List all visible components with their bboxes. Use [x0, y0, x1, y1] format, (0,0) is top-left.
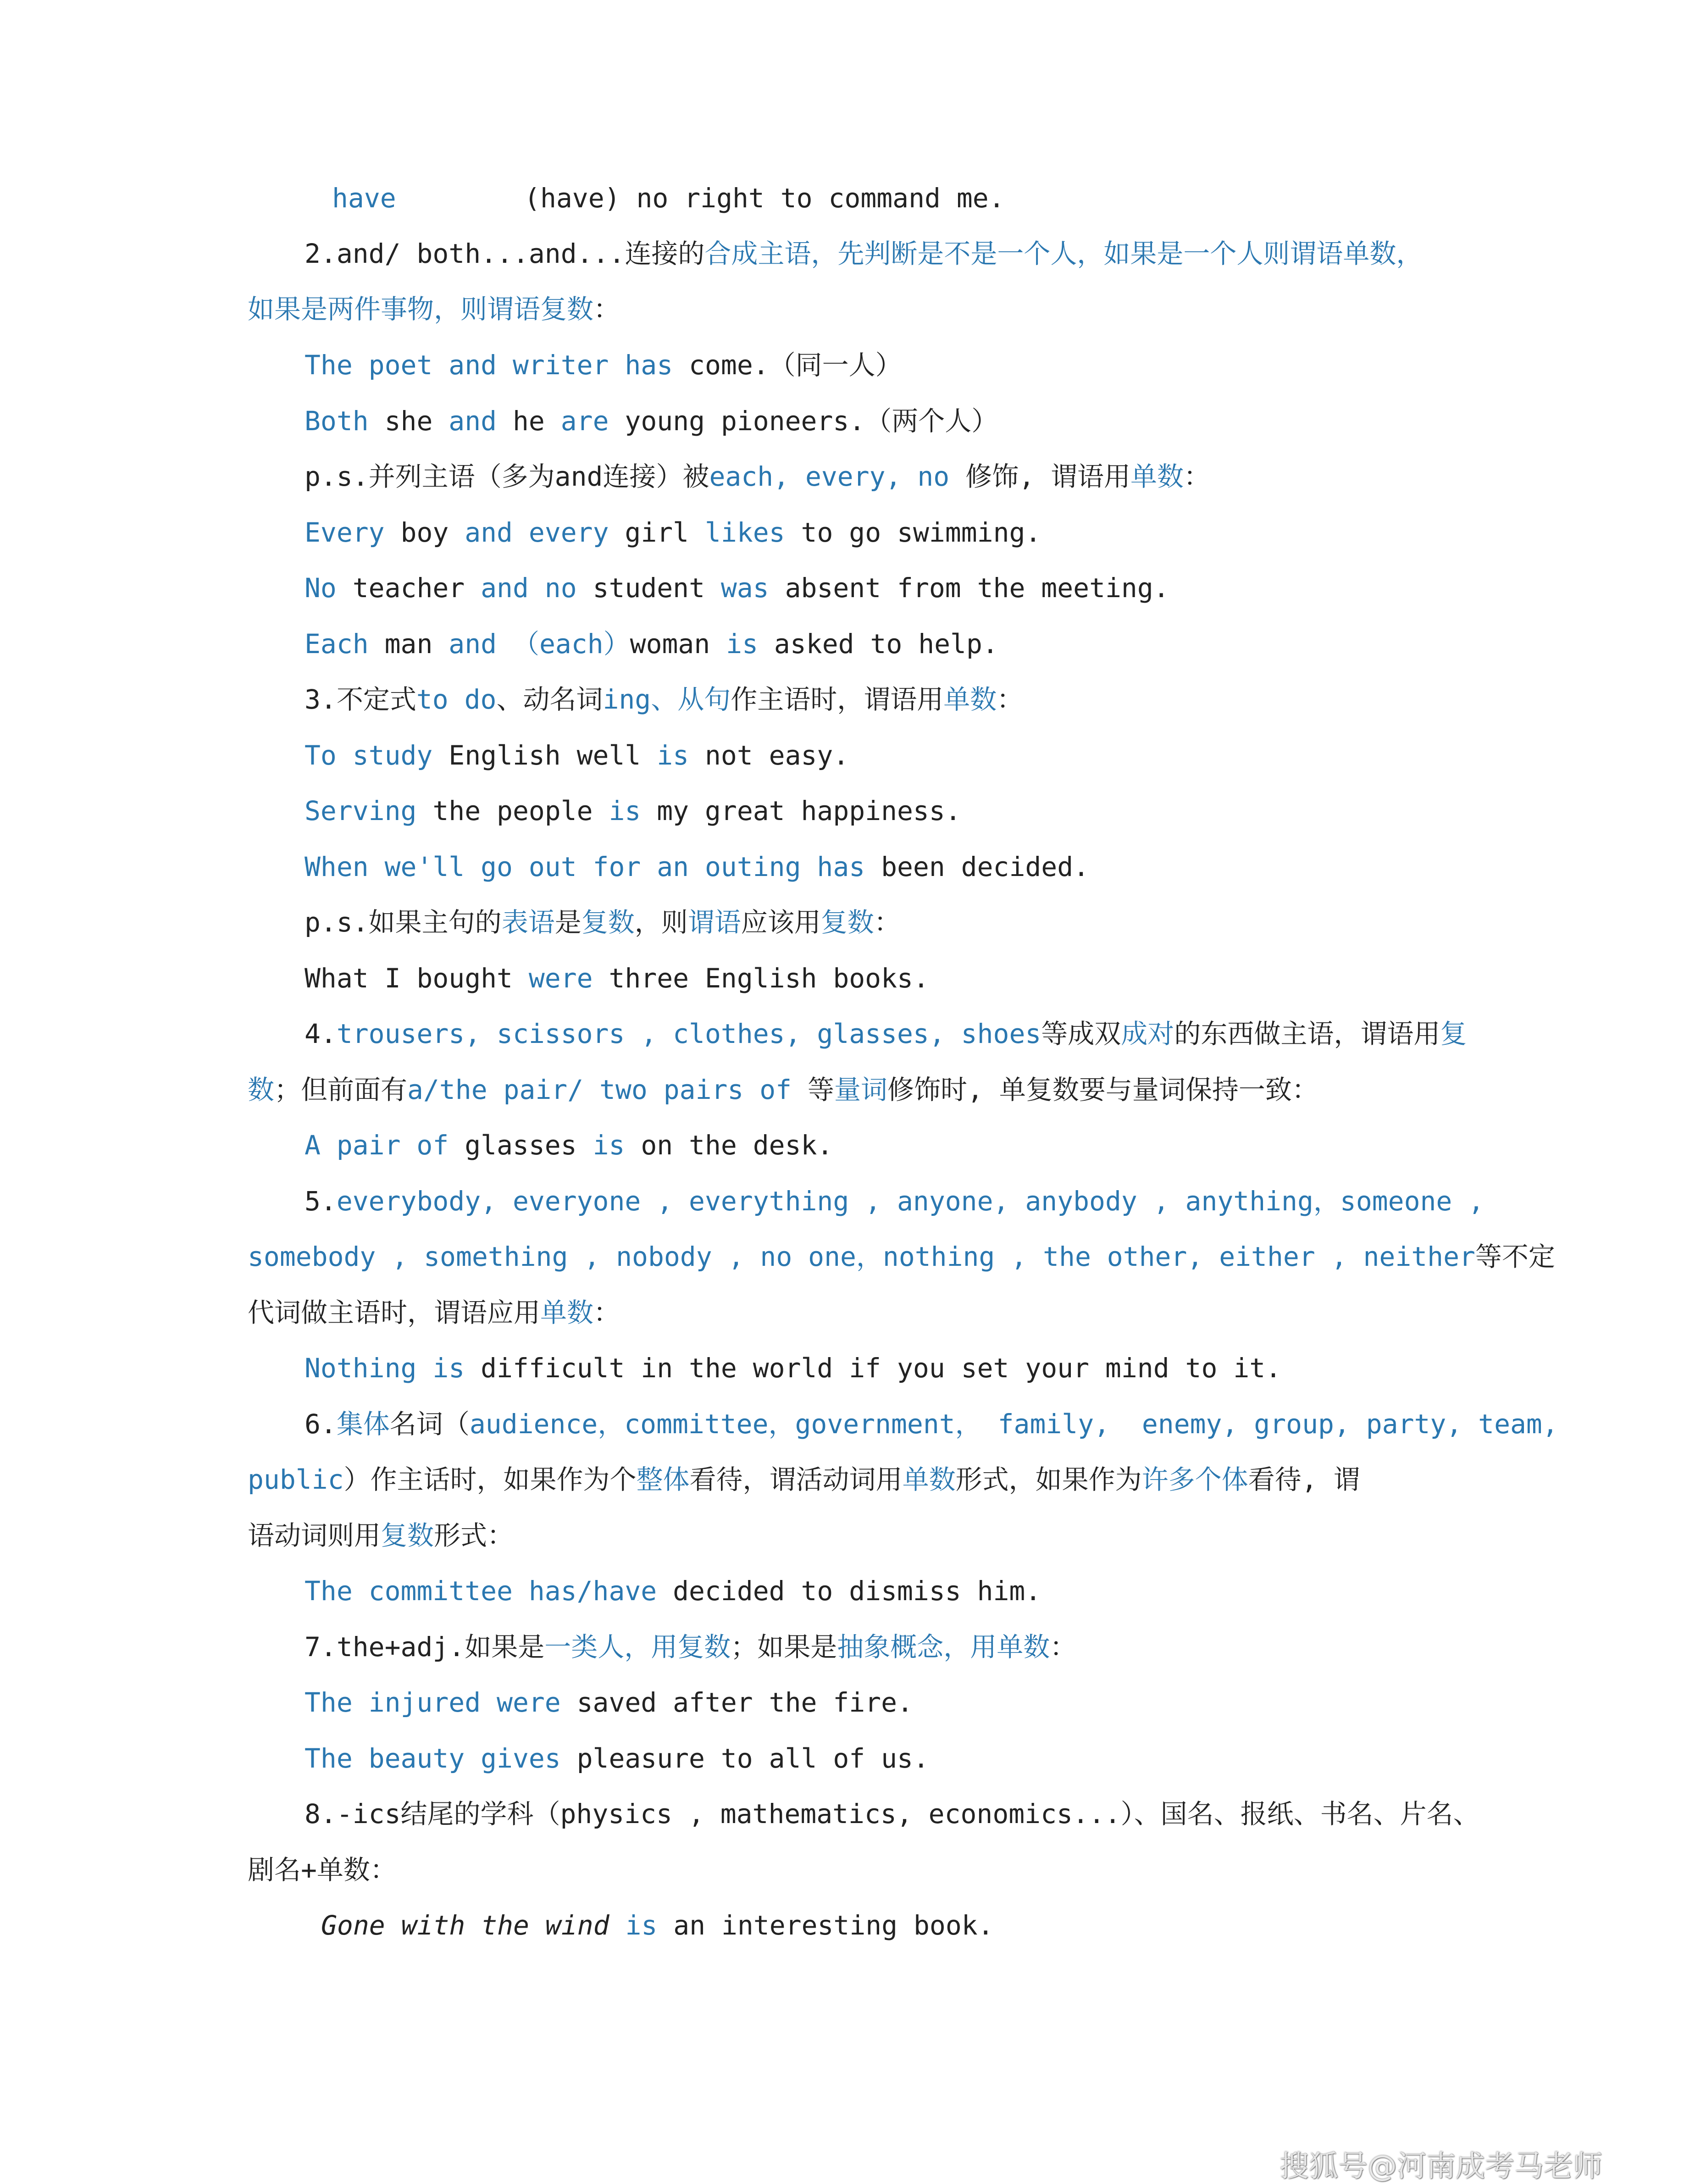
body-text: 形式，如果作为: [955, 1464, 1142, 1495]
highlight-text: are: [560, 405, 609, 437]
body-text: 、动名词: [496, 684, 603, 715]
body-text: 代词做主语时，谓语应用: [248, 1297, 541, 1328]
text-line: [248, 1461, 1360, 1498]
body-text: 4.: [305, 1018, 337, 1049]
highlight-text: The injured were: [305, 1687, 561, 1718]
body-text: saved after the fire.: [560, 1687, 913, 1718]
highlight-text: 集体: [336, 1408, 390, 1440]
body-text: on the desk.: [625, 1130, 833, 1161]
text-line: [305, 347, 902, 383]
highlight-text: is: [726, 628, 759, 660]
highlight-text: is: [609, 795, 641, 826]
body-text: asked to help.: [758, 628, 998, 660]
highlight-text: 复数: [820, 907, 874, 938]
body-text: ；但前面有: [274, 1074, 408, 1105]
highlight-text: 单数: [943, 684, 997, 715]
body-text: student: [576, 572, 721, 604]
body-text: p.s.并列主语（多为and连接）被: [305, 461, 709, 492]
highlight-text: Both: [305, 405, 369, 437]
highlight-text: The committee has/have: [305, 1575, 657, 1607]
highlight-text: 成对: [1121, 1018, 1174, 1049]
body-text: ）作主话时，如果作为个: [343, 1464, 637, 1495]
text-line: [305, 1350, 1281, 1386]
body-text: ；如果是: [731, 1631, 837, 1663]
text-line: [305, 1629, 1076, 1665]
body-text: 等不定: [1475, 1241, 1555, 1272]
highlight-text: 量词: [834, 1074, 888, 1105]
text-line: [305, 1127, 833, 1164]
text-line: [305, 403, 998, 439]
body-text: difficult in the world if you set your mind to it.: [465, 1353, 1282, 1384]
body-text: 的东西做主语，谓语用: [1174, 1018, 1440, 1049]
highlight-text: 如果是两件事物，则谓语复数: [248, 294, 594, 325]
body-text: three English books.: [593, 963, 929, 994]
body-text: 语动词则用: [248, 1520, 381, 1551]
highlight-text: everybody, everyone , everything , anyone, anybody , anything，someone ,: [336, 1186, 1485, 1217]
highlight-text: To study: [305, 740, 433, 771]
body-text: 作主语时，谓语用: [731, 684, 944, 715]
highlight-text: 单数: [540, 1297, 594, 1328]
body-text: 名词（: [389, 1408, 470, 1440]
text-line: [305, 458, 1210, 495]
watermark: 搜狐号@河南成考马老师: [1280, 2150, 1602, 2184]
highlight-text: somebody , something , nobody , no one，nothing , the other, either , neither: [248, 1241, 1475, 1272]
body-text: 等成双: [1041, 1018, 1121, 1049]
highlight-text: ing、从句: [603, 684, 731, 715]
body-text: young pioneers.（两个人）: [609, 405, 998, 437]
highlight-text: 许多个体: [1141, 1464, 1248, 1495]
body-text: my great happiness.: [641, 795, 961, 826]
body-text: 8.-ics结尾的学科（physics , mathematics, economics...）、国名、报纸、书名、片名、: [305, 1798, 1480, 1829]
body-text: 应该用: [741, 907, 821, 938]
highlight-text: Serving: [305, 795, 417, 826]
highlight-text: When we'll go out for an outing has: [305, 851, 865, 882]
body-text: boy: [384, 517, 465, 548]
highlight-text: The poet and writer has: [305, 349, 673, 381]
text-line: [305, 1015, 1467, 1052]
text-line: [305, 235, 1423, 272]
highlight-text: trousers, scissors , clothes, glasses, shoes: [336, 1018, 1041, 1049]
body-text: glasses: [449, 1130, 593, 1161]
highlight-text: audience，committee，government， family, enemy, group, party, team,: [469, 1408, 1558, 1440]
body-text: an interesting book.: [657, 1910, 994, 1941]
body-text: ：: [874, 907, 901, 938]
highlight-text: 表语: [501, 907, 555, 938]
body-text: she: [368, 405, 449, 437]
body-text: 5.: [305, 1186, 337, 1217]
highlight-text: 整体: [636, 1464, 690, 1495]
highlight-text: were: [528, 963, 593, 994]
body-text: ：: [593, 1297, 620, 1328]
body-text: to go swimming.: [785, 517, 1041, 548]
highlight-text: Each: [305, 628, 369, 660]
body-text: Gone with the wind: [321, 1910, 609, 1941]
body-text: man: [368, 628, 449, 660]
body-text: 等: [792, 1074, 835, 1105]
highlight-text: 复: [1440, 1018, 1467, 1049]
body-text: 6.: [305, 1408, 337, 1440]
body-text: ：: [1184, 461, 1211, 492]
body-text: 修饰时, 单复数要与量词保持一致：: [887, 1074, 1318, 1105]
highlight-text: 数: [248, 1074, 275, 1105]
body-text: not easy.: [689, 740, 849, 771]
highlight-text: and: [449, 405, 497, 437]
highlight-text: 抽象概念，用单数: [837, 1631, 1050, 1663]
text-line: [305, 626, 998, 662]
highlight-text: and every: [465, 517, 609, 548]
body-text: decided to dismiss him.: [657, 1575, 1041, 1607]
highlight-text: The beauty gives: [305, 1743, 561, 1774]
text-line: [305, 570, 1169, 606]
body-text: the people: [416, 795, 609, 826]
body-text: (have) no right to command me.: [396, 183, 1005, 214]
body-text: 2.and/ both...and...连接的: [305, 238, 705, 269]
highlight-text: 复数: [581, 907, 635, 938]
highlight-text: was: [720, 572, 769, 604]
body-text: ：: [593, 294, 620, 325]
highlight-text: to do: [416, 684, 497, 715]
highlight-text: 一类人，用复数: [544, 1631, 731, 1663]
text-line: [305, 1406, 1558, 1442]
text-line: [321, 1907, 994, 1944]
text-line: [332, 180, 1005, 216]
text-line: [305, 514, 1041, 551]
text-line: [248, 1238, 1555, 1275]
highlight-text: and no: [481, 572, 577, 604]
text-line: [305, 960, 929, 997]
highlight-text: A pair of: [305, 1130, 449, 1161]
highlight-text: a/the pair/ two pairs of: [407, 1074, 792, 1105]
body-text: he: [497, 405, 561, 437]
body-text: 看待, 谓: [1248, 1464, 1360, 1495]
text-line: [305, 904, 901, 941]
body-text: come.（同一人）: [673, 349, 902, 381]
text-line: [248, 1851, 397, 1888]
highlight-text: is: [609, 1910, 658, 1941]
highlight-text: 单数: [902, 1464, 956, 1495]
text-line: [305, 848, 1089, 885]
body-text: pleasure to all of us.: [560, 1743, 929, 1774]
text-line: [305, 737, 849, 774]
text-line: [305, 681, 1023, 718]
body-text: ：: [997, 684, 1024, 715]
body-text: 修饰, 谓语用: [949, 461, 1130, 492]
body-text: What I bought: [305, 963, 529, 994]
highlight-text: public: [248, 1464, 344, 1495]
highlight-text: have: [332, 183, 396, 214]
body-text: ：: [1050, 1631, 1077, 1663]
body-text: absent from the meeting.: [769, 572, 1169, 604]
text-line: [305, 1573, 1041, 1609]
body-text: 3.不定式: [305, 684, 416, 715]
body-text: English well: [432, 740, 657, 771]
text-line: [248, 1071, 1318, 1108]
text-line: [248, 1294, 620, 1331]
body-text: 是: [554, 907, 582, 938]
highlight-text: and （each）: [449, 628, 630, 660]
body-text: p.s.如果主句的: [305, 907, 502, 938]
text-line: [248, 1517, 514, 1554]
highlight-text: 谓语: [687, 907, 741, 938]
highlight-text: 合成主语，先判断是不是一个人，如果是一个人则谓语单数，: [704, 238, 1423, 269]
highlight-text: each, every, no: [709, 461, 950, 492]
highlight-text: likes: [705, 517, 785, 548]
body-text: 7.the+adj.如果是: [305, 1631, 545, 1663]
body-text: girl: [609, 517, 705, 548]
body-text: teacher: [336, 572, 481, 604]
highlight-text: is: [657, 740, 689, 771]
text-line: [305, 793, 961, 829]
highlight-text: is: [593, 1130, 625, 1161]
text-line: [248, 291, 620, 327]
body-text: ，则: [634, 907, 688, 938]
text-line: [305, 1183, 1484, 1219]
text-line: [305, 1796, 1480, 1832]
text-line: [305, 1740, 929, 1777]
highlight-text: 复数: [381, 1520, 434, 1551]
highlight-text: No: [305, 572, 337, 604]
body-text: 剧名+单数：: [248, 1854, 397, 1885]
body-text: woman: [630, 628, 726, 660]
body-text: 形式：: [434, 1520, 514, 1551]
highlight-text: Nothing is: [305, 1353, 465, 1384]
text-line: [305, 1684, 913, 1721]
highlight-text: 单数: [1130, 461, 1184, 492]
body-text: 看待，谓活动词用: [689, 1464, 903, 1495]
body-text: been decided.: [865, 851, 1090, 882]
highlight-text: Every: [305, 517, 385, 548]
